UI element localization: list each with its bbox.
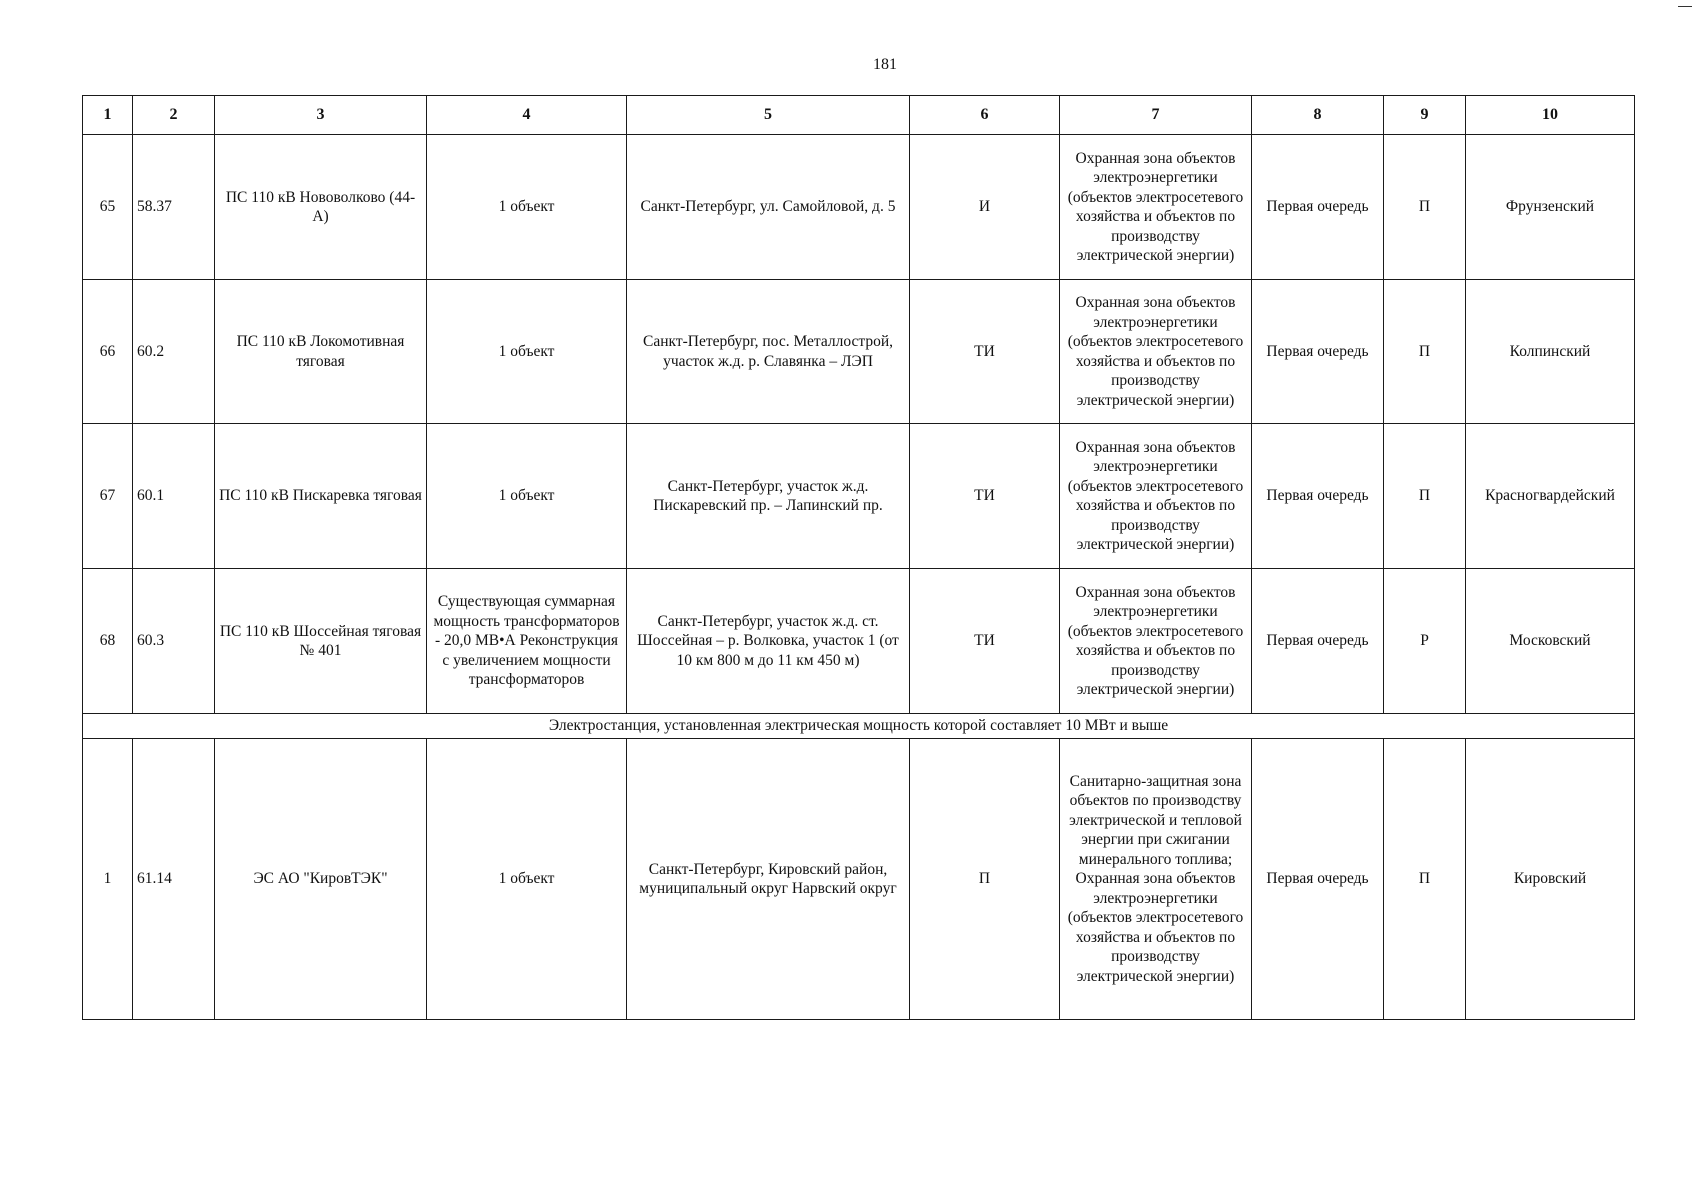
object-location: Санкт-Петербург, Кировский район, муниципальный округ Нарвский округ bbox=[627, 739, 910, 1020]
object-code: 60.2 bbox=[133, 280, 215, 424]
object-type: П bbox=[910, 739, 1060, 1020]
table-row bbox=[83, 280, 1635, 424]
zone-description: Охранная зона объектов электроэнергетики (объектов электросетевого хозяйства и объектов по производству электрической энергии) bbox=[1060, 424, 1252, 569]
object-capacity: 1 объект bbox=[427, 280, 627, 424]
object-capacity: 1 объект bbox=[427, 135, 627, 280]
row-number: 68 bbox=[83, 569, 133, 714]
row-number: 66 bbox=[83, 280, 133, 424]
object-name: ПС 110 кВ Локомотивная тяговая bbox=[215, 280, 427, 424]
status-code: П bbox=[1384, 424, 1466, 569]
section-title: Электростанция, установленная электрическая мощность которой составляет 10 МВт и выше bbox=[83, 714, 1635, 739]
object-type: ТИ bbox=[910, 569, 1060, 714]
object-code: 58.37 bbox=[133, 135, 215, 280]
stage: Первая очередь bbox=[1252, 135, 1384, 280]
zone-description: Санитарно-защитная зона объектов по производству электрической и тепловой энергии при сжигании минерального топлива; Охранная зона объектов электроэнергетики (объектов электросетевого хозяйства и объектов по производству электрической энергии) bbox=[1060, 739, 1252, 1020]
district: Кировский bbox=[1466, 739, 1635, 1020]
object-capacity: 1 объект bbox=[427, 739, 627, 1020]
district: Московский bbox=[1466, 569, 1635, 714]
object-code: 60.1 bbox=[133, 424, 215, 569]
zone-description: Охранная зона объектов электроэнергетики (объектов электросетевого хозяйства и объектов по производству электрической энергии) bbox=[1060, 280, 1252, 424]
col-header-7: 7 bbox=[1060, 96, 1252, 135]
object-type: И bbox=[910, 135, 1060, 280]
object-type: ТИ bbox=[910, 280, 1060, 424]
object-location: Санкт-Петербург, ул. Самойловой, д. 5 bbox=[627, 135, 910, 280]
stage: Первая очередь bbox=[1252, 569, 1384, 714]
col-header-2: 2 bbox=[133, 96, 215, 135]
object-location: Санкт-Петербург, участок ж.д. ст. Шоссейная – р. Волковка, участок 1 (от 10 км 800 м до 11 км 450 м) bbox=[627, 569, 910, 714]
table-row bbox=[83, 135, 1635, 280]
stage: Первая очередь bbox=[1252, 424, 1384, 569]
col-header-9: 9 bbox=[1384, 96, 1466, 135]
zone-description: Охранная зона объектов электроэнергетики (объектов электросетевого хозяйства и объектов по производству электрической энергии) bbox=[1060, 569, 1252, 714]
status-code: П bbox=[1384, 280, 1466, 424]
col-header-5: 5 bbox=[627, 96, 910, 135]
col-header-8: 8 bbox=[1252, 96, 1384, 135]
object-capacity: 1 объект bbox=[427, 424, 627, 569]
object-code: 61.14 bbox=[133, 739, 215, 1020]
status-code: П bbox=[1384, 739, 1466, 1020]
objects-table bbox=[82, 95, 1635, 1020]
stage: Первая очередь bbox=[1252, 280, 1384, 424]
district: Красногвардейский bbox=[1466, 424, 1635, 569]
object-capacity: Существующая суммарная мощность трансформаторов - 20,0 МВ•А Реконструкция с увеличением мощности трансформаторов bbox=[427, 569, 627, 714]
table-row bbox=[83, 424, 1635, 569]
page-number: 181 bbox=[873, 56, 897, 73]
table-row bbox=[83, 569, 1635, 714]
object-code: 60.3 bbox=[133, 569, 215, 714]
district: Колпинский bbox=[1466, 280, 1635, 424]
object-location: Санкт-Петербург, участок ж.д. Пискаревский пр. – Лапинский пр. bbox=[627, 424, 910, 569]
col-header-1: 1 bbox=[83, 96, 133, 135]
section-row bbox=[83, 714, 1635, 739]
corner-scan-mark bbox=[1678, 6, 1692, 7]
district: Фрунзенский bbox=[1466, 135, 1635, 280]
object-location: Санкт-Петербург, пос. Металлострой, участок ж.д. р. Славянка – ЛЭП bbox=[627, 280, 910, 424]
row-number: 1 bbox=[83, 739, 133, 1020]
table-row bbox=[83, 739, 1635, 1020]
row-number: 65 bbox=[83, 135, 133, 280]
object-type: ТИ bbox=[910, 424, 1060, 569]
zone-description: Охранная зона объектов электроэнергетики (объектов электросетевого хозяйства и объектов по производству электрической энергии) bbox=[1060, 135, 1252, 280]
status-code: П bbox=[1384, 135, 1466, 280]
object-name: ПС 110 кВ Нововолково (44-А) bbox=[215, 135, 427, 280]
row-number: 67 bbox=[83, 424, 133, 569]
col-header-10: 10 bbox=[1466, 96, 1635, 135]
col-header-4: 4 bbox=[427, 96, 627, 135]
object-name: ПС 110 кВ Шоссейная тяговая № 401 bbox=[215, 569, 427, 714]
object-name: ЭС АО "КировТЭК" bbox=[215, 739, 427, 1020]
stage: Первая очередь bbox=[1252, 739, 1384, 1020]
status-code: Р bbox=[1384, 569, 1466, 714]
header-row bbox=[83, 96, 1635, 135]
object-name: ПС 110 кВ Пискаревка тяговая bbox=[215, 424, 427, 569]
col-header-3: 3 bbox=[215, 96, 427, 135]
col-header-6: 6 bbox=[910, 96, 1060, 135]
